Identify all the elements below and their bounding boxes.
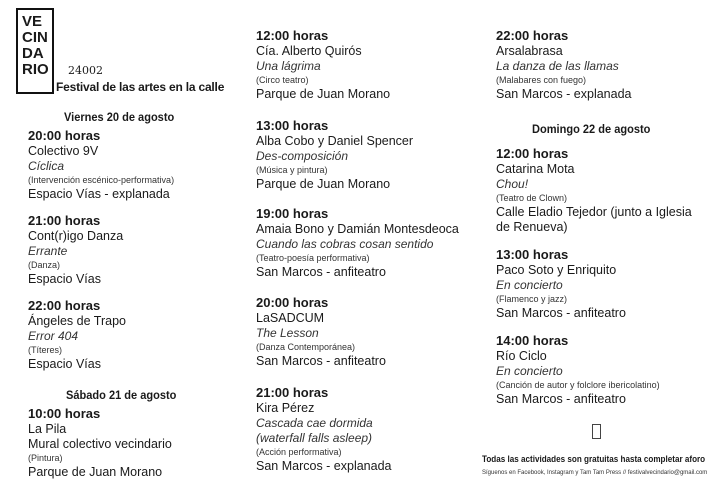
event-time: 10:00 horas: [28, 406, 101, 421]
day-heading-friday: Viernes 20 de agosto: [64, 110, 175, 124]
event-time: 13:00 horas: [496, 247, 569, 262]
event-entry: [256, 295, 466, 369]
event-time: 12:00 horas: [496, 146, 569, 161]
logo-line: VE: [22, 13, 43, 30]
event-work: Cuando las cobras cosan sentido: [256, 237, 434, 251]
event-entry: [28, 406, 238, 480]
event-artist: Catarina Mota: [496, 162, 575, 176]
festival-title: Festival de las artes en la calle: [56, 80, 225, 94]
event-entry: [28, 128, 238, 202]
event-place: Espacio Vías - explanada: [28, 187, 170, 201]
logo-line: DA: [22, 45, 44, 62]
event-place-cont: de Renueva): [496, 220, 568, 234]
event-time: 19:00 horas: [256, 206, 329, 221]
event-place: San Marcos - anfiteatro: [496, 306, 626, 320]
event-time: 21:00 horas: [28, 213, 101, 228]
event-artist: Cía. Alberto Quirós: [256, 44, 362, 58]
event-time: 21:00 horas: [256, 385, 329, 400]
event-place: Espacio Vías: [28, 272, 101, 286]
event-work: Errante: [28, 244, 68, 258]
event-genre: (Pintura): [28, 453, 63, 463]
event-work: Cíclica: [28, 159, 65, 173]
event-place: San Marcos - anfiteatro: [256, 265, 386, 279]
event-time: 22:00 horas: [28, 298, 101, 313]
event-artist: Kira Pérez: [256, 401, 315, 415]
event-genre: (Intervención escénico-performativa): [28, 175, 175, 185]
event-genre: (Acción performativa): [256, 447, 342, 457]
vecindario-logo: [16, 8, 54, 94]
event-entry: [28, 298, 238, 372]
event-genre: (Danza Contemporánea): [256, 342, 356, 352]
free-entry-notice: Todas las actividades son gratuitas hasta completar aforo: [482, 454, 706, 464]
event-entry: [256, 118, 466, 192]
event-work: En concierto: [496, 278, 563, 292]
event-time: 14:00 horas: [496, 333, 569, 348]
event-artist: La Pila: [28, 422, 67, 436]
day-heading-saturday: Sábado 21 de agosto: [66, 388, 177, 402]
event-time: 20:00 horas: [256, 295, 329, 310]
event-entry: [496, 247, 706, 321]
event-artist: Amaia Bono y Damián Montesdeoca: [256, 222, 459, 236]
day-heading-sunday: Domingo 22 de agosto: [532, 122, 651, 136]
event-time: 22:00 horas: [496, 28, 569, 43]
event-genre: (Teatro-poesía performativa): [256, 253, 370, 263]
event-place: Calle Eladio Tejedor (junto a Iglesia: [496, 205, 692, 219]
event-place: Parque de Juan Morano: [256, 177, 391, 191]
event-artist: Paco Soto y Enriquito: [496, 263, 617, 277]
event-place: San Marcos - explanada: [256, 459, 392, 473]
event-genre: (Malabares con fuego): [496, 75, 587, 85]
event-work: Chou!: [496, 177, 529, 191]
logo-line: RIO: [22, 61, 49, 78]
event-artist: Colectivo 9V: [28, 144, 99, 158]
event-time: 20:00 horas: [28, 128, 101, 143]
event-place: San Marcos - anfiteatro: [256, 354, 386, 368]
event-place: San Marcos - explanada: [496, 87, 632, 101]
event-genre: (Danza): [28, 260, 61, 270]
placeholder-box-icon: [592, 424, 601, 439]
event-work: Des-composición: [256, 149, 349, 163]
event-entry: [496, 333, 706, 407]
event-place: San Marcos - anfiteatro: [496, 392, 626, 406]
event-genre: (Títeres): [28, 345, 63, 355]
event-genre: (Canción de autor y folclore ibericolatino): [496, 380, 660, 390]
event-genre: (Flamenco y jazz): [496, 294, 568, 304]
social-contact-line: Síguenos en Facebook, Instagram y Tam Tam Press // festivalvecindario@gmail.com: [482, 470, 708, 476]
festival-code: 24002: [68, 64, 103, 77]
event-place: Parque de Juan Morano: [256, 87, 391, 101]
event-work: Una lágrima: [256, 59, 321, 73]
event-entry: [256, 206, 486, 280]
event-entry: [28, 213, 238, 287]
event-artist: Cont(r)igo Danza: [28, 229, 124, 243]
event-work: En concierto: [496, 364, 563, 378]
event-artist: Ángeles de Trapo: [28, 314, 126, 328]
event-artist: LaSADCUM: [256, 311, 325, 325]
event-work: Error 404: [28, 329, 79, 343]
event-entry: [496, 28, 706, 102]
event-artist: Río Ciclo: [496, 349, 547, 363]
event-genre: (Teatro de Clown): [496, 193, 568, 203]
event-artist: Alba Cobo y Daniel Spencer: [256, 134, 414, 148]
event-artist: Arsalabrasa: [496, 44, 563, 58]
event-work: Mural colectivo vecindario: [28, 437, 172, 451]
event-entry: [256, 28, 466, 102]
event-work-subtitle: (waterfall falls asleep): [256, 431, 373, 445]
event-entry: [256, 385, 466, 474]
event-time: 13:00 horas: [256, 118, 329, 133]
event-place: Parque de Juan Morano: [28, 465, 163, 479]
event-genre: (Música y pintura): [256, 165, 328, 175]
event-genre: (Circo teatro): [256, 75, 309, 85]
event-work: La danza de las llamas: [496, 59, 619, 73]
event-entry: [496, 146, 706, 235]
event-place: Espacio Vías: [28, 357, 101, 371]
event-work: The Lesson: [256, 326, 319, 340]
event-time: 12:00 horas: [256, 28, 329, 43]
event-work: Cascada cae dormida: [256, 416, 373, 430]
logo-line: CIN: [22, 29, 48, 46]
